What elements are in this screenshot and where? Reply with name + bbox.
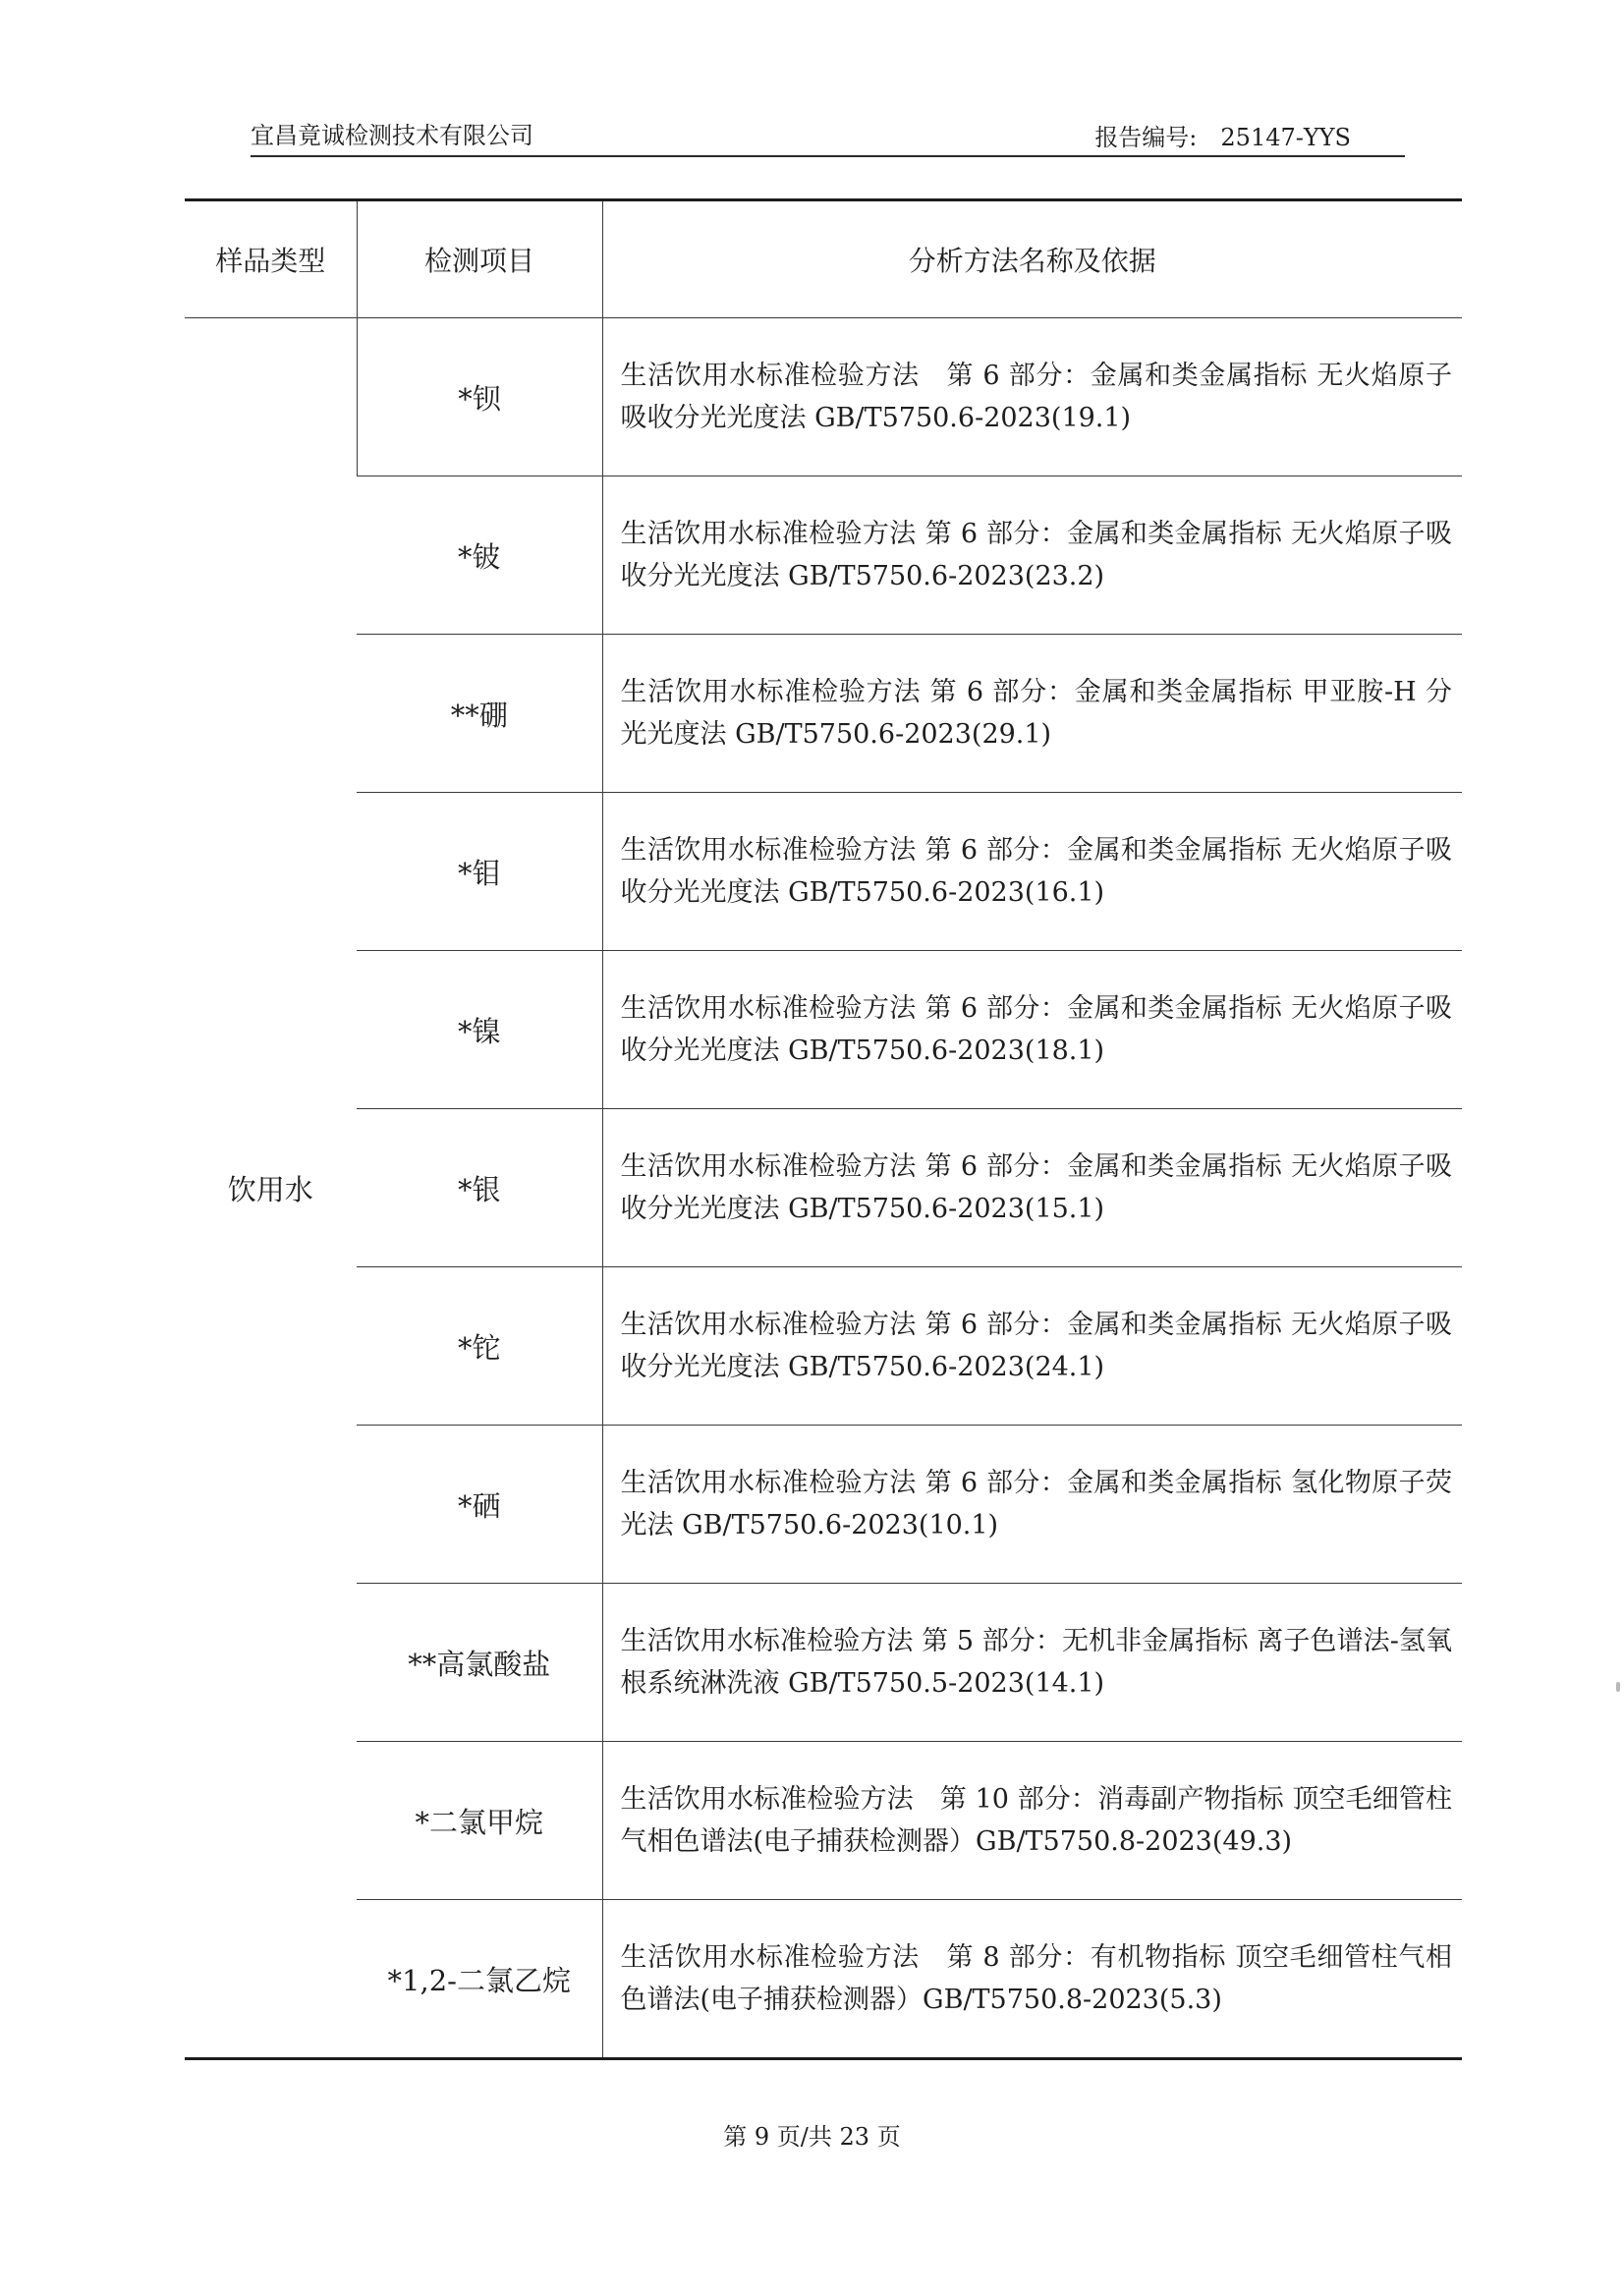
- method-cell: 生活饮用水标准检验方法 第 6 部分：金属和类金属指标 无火焰原子吸收分光光度法 GB/T5750.6-2023(23.2): [602, 476, 1462, 635]
- method-cell: 生活饮用水标准检验方法 第 6 部分：金属和类金属指标 氢化物原子荧光法 GB/T5750.6-2023(10.1): [602, 1426, 1462, 1584]
- method-cell: 生活饮用水标准检验方法 第 8 部分：有机物指标 顶空毛细管柱气相色谱法(电子捕获检测器）GB/T5750.8-2023(5.3): [602, 1900, 1462, 2059]
- method-cell: 生活饮用水标准检验方法 第 6 部分：金属和类金属指标 无火焰原子吸收分光光度法 GB/T5750.6-2023(15.1): [602, 1109, 1462, 1267]
- test-item-cell: *银: [357, 1109, 602, 1267]
- test-item-cell: *1,2-二氯乙烷: [357, 1900, 602, 2059]
- test-item-cell: *钼: [357, 793, 602, 951]
- test-item-cell: **高氯酸盐: [357, 1584, 602, 1742]
- company-name: 宜昌竟诚检测技术有限公司: [251, 122, 533, 149]
- table-row: [185, 1267, 1462, 1426]
- method-cell: 生活饮用水标准检验方法 第 6 部分：金属和类金属指标 无火焰原子吸收分光光度法 GB/T5750.6-2023(19.1): [602, 318, 1462, 476]
- test-item-cell: *硒: [357, 1426, 602, 1584]
- table-row: [185, 793, 1462, 951]
- table-row: [185, 1109, 1462, 1267]
- test-item-cell: *镍: [357, 951, 602, 1109]
- test-item-cell: *钡: [357, 318, 602, 476]
- test-item-cell: *铍: [357, 476, 602, 635]
- table-row: [185, 1426, 1462, 1584]
- column-header-test-item: 检测项目: [357, 200, 602, 318]
- methods-table: [185, 198, 1462, 2060]
- table-row: [185, 1900, 1462, 2059]
- sample-type-cell: 饮用水: [185, 318, 357, 2059]
- report-number-block: [1094, 118, 1351, 152]
- table-row: [185, 318, 1462, 476]
- table-row: [185, 1584, 1462, 1742]
- column-header-method: 分析方法名称及依据: [602, 200, 1462, 318]
- table-row: [185, 476, 1462, 635]
- method-cell: 生活饮用水标准检验方法 第 6 部分：金属和类金属指标 无火焰原子吸收分光光度法 GB/T5750.6-2023(18.1): [602, 951, 1462, 1109]
- column-header-sample-type: 样品类型: [215, 245, 326, 277]
- method-cell: 生活饮用水标准检验方法 第 6 部分：金属和类金属指标 无火焰原子吸收分光光度法 GB/T5750.6-2023(16.1): [602, 793, 1462, 951]
- test-item-cell: *二氯甲烷: [357, 1742, 602, 1900]
- page-footer: 第 9 页/共 23 页: [723, 2123, 901, 2151]
- test-item-cell: **硼: [357, 635, 602, 793]
- table-row: [185, 635, 1462, 793]
- method-cell: 生活饮用水标准检验方法 第 5 部分：无机非金属指标 离子色谱法-氢氧根系统淋洗液 GB/T5750.5-2023(14.1): [602, 1584, 1462, 1742]
- report-number: 25147-YYS: [1220, 124, 1351, 151]
- method-cell: 生活饮用水标准检验方法 第 6 部分：金属和类金属指标 无火焰原子吸收分光光度法 GB/T5750.6-2023(24.1): [602, 1267, 1462, 1426]
- scan-margin-mark: [1616, 1682, 1620, 1692]
- table-header-row: [185, 200, 1462, 318]
- method-cell: 生活饮用水标准检验方法 第 6 部分：金属和类金属指标 甲亚胺-H 分光光度法 GB/T5750.6-2023(29.1): [602, 635, 1462, 793]
- page-header: [251, 110, 1405, 153]
- method-cell: 生活饮用水标准检验方法 第 10 部分：消毒副产物指标 顶空毛细管柱气相色谱法(电子捕获检测器）GB/T5750.8-2023(49.3): [602, 1742, 1462, 1900]
- header-rule: [251, 155, 1405, 157]
- table-row: [185, 1742, 1462, 1900]
- report-number-label: 报告编号:: [1094, 124, 1198, 151]
- table-row: [185, 951, 1462, 1109]
- test-item-cell: *铊: [357, 1267, 602, 1426]
